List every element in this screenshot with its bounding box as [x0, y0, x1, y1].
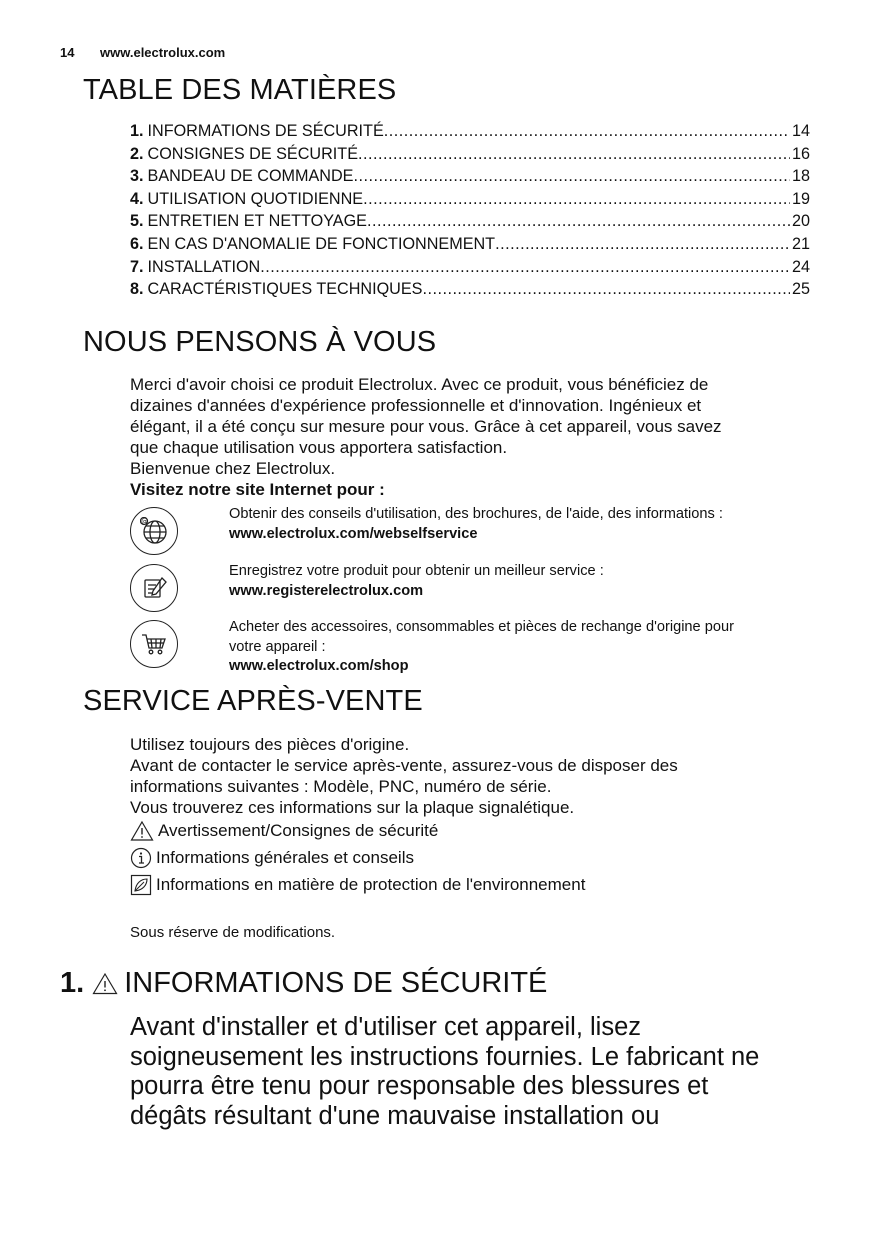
- legend-info: Informations générales et conseils: [130, 847, 414, 869]
- legend-environment: Informations en matière de protection de l'environnement: [130, 874, 585, 896]
- toc-item[interactable]: 7. INSTALLATION ..... 24: [130, 258, 810, 281]
- page-header: [60, 45, 225, 60]
- header-url[interactable]: www.electrolux.com: [100, 45, 226, 60]
- section-1-intro: Avant d'installer et d'utiliser cet appareil, lisez soigneusement les instructions fournies. Le fabricant ne pourra être tenu pour responsable des blessures et dégâts résultant d'une mauvaise installation ou: [130, 1013, 760, 1130]
- toc-title: TABLE DES MATIÈRES: [83, 74, 397, 106]
- warning-icon: [130, 820, 154, 841]
- warning-icon: [92, 972, 118, 995]
- thinking-title: NOUS PENSONS À VOUS: [83, 326, 437, 358]
- info-icon: [130, 847, 152, 869]
- visit-label: Visitez notre site Internet pour :: [130, 480, 385, 499]
- modification-note: Sous réserve de modifications.: [130, 924, 336, 941]
- toc-item[interactable]: 3. BANDEAU DE COMMANDE ..... 18: [130, 167, 810, 190]
- section-1-title: 1. INFORMATIONS DE SÉCURITÉ: [60, 967, 548, 999]
- toc-item[interactable]: 4. UTILISATION QUOTIDIENNE ..... 19: [130, 190, 810, 213]
- toc-item[interactable]: 8. CARACTÉRISTIQUES TECHNIQUES ..... 25: [130, 280, 810, 303]
- service-title: SERVICE APRÈS-VENTE: [83, 685, 423, 717]
- page-number: 14: [60, 45, 75, 60]
- toc-item[interactable]: 1. INFORMATIONS DE SÉCURITÉ ..... 14: [130, 122, 810, 145]
- webselfservice-link[interactable]: www.electrolux.com/webselfservice: [229, 525, 478, 542]
- link-shop: Acheter des accessoires, consommables et pièces de rechange d'origine pour votre appareil : www.electrolux.com/shop: [130, 618, 810, 678]
- table-of-contents: [130, 122, 810, 303]
- intro-paragraph: Merci d'avoir choisi ce produit Electrolux. Avec ce produit, vous bénéficiez de dizaines d'années d'expérience professionnelle et d'innovation. Ingénieux et élégant, il a été conçu sur mesure pour vous. Grâce à cet appareil, vous savez que chaque utilisation vous apportera satisfaction. Bienvenue chez Electrolux. Visitez notre site Internet pour :: [130, 375, 722, 499]
- toc-item[interactable]: 6. EN CAS D'ANOMALIE DE FONCTIONNEMENT ..... 21: [130, 235, 810, 258]
- shop-link[interactable]: www.electrolux.com/shop: [229, 658, 409, 674]
- globe-icon: [130, 507, 178, 555]
- legend-warning: Avertissement/Consignes de sécurité: [130, 820, 438, 841]
- service-paragraph: Utilisez toujours des pièces d'origine. Avant de contacter le service après-vente, assurez-vous de disposer des informations suivantes : Modèle, PNC, numéro de série. Vous trouverez ces informations sur la plaque signalétique.: [130, 735, 678, 817]
- cart-icon: [130, 620, 178, 668]
- leaf-icon: [130, 874, 152, 896]
- svg-text:@: @: [141, 517, 149, 526]
- link-register: Enregistrez votre produit pour obtenir un meilleur service : www.registerelectrolux.com: [130, 562, 810, 618]
- register-icon: [130, 564, 178, 612]
- register-link[interactable]: www.registerelectrolux.com: [229, 582, 424, 599]
- toc-item[interactable]: 5. ENTRETIEN ET NETTOYAGE ..... 20: [130, 212, 810, 235]
- toc-item[interactable]: 2. CONSIGNES DE SÉCURITÉ ..... 16: [130, 145, 810, 168]
- link-webselfservice: @ Obtenir des conseils d'utilisation, des brochures, de l'aide, des informations : www.electrolux.com/webselfservice: [130, 505, 810, 561]
